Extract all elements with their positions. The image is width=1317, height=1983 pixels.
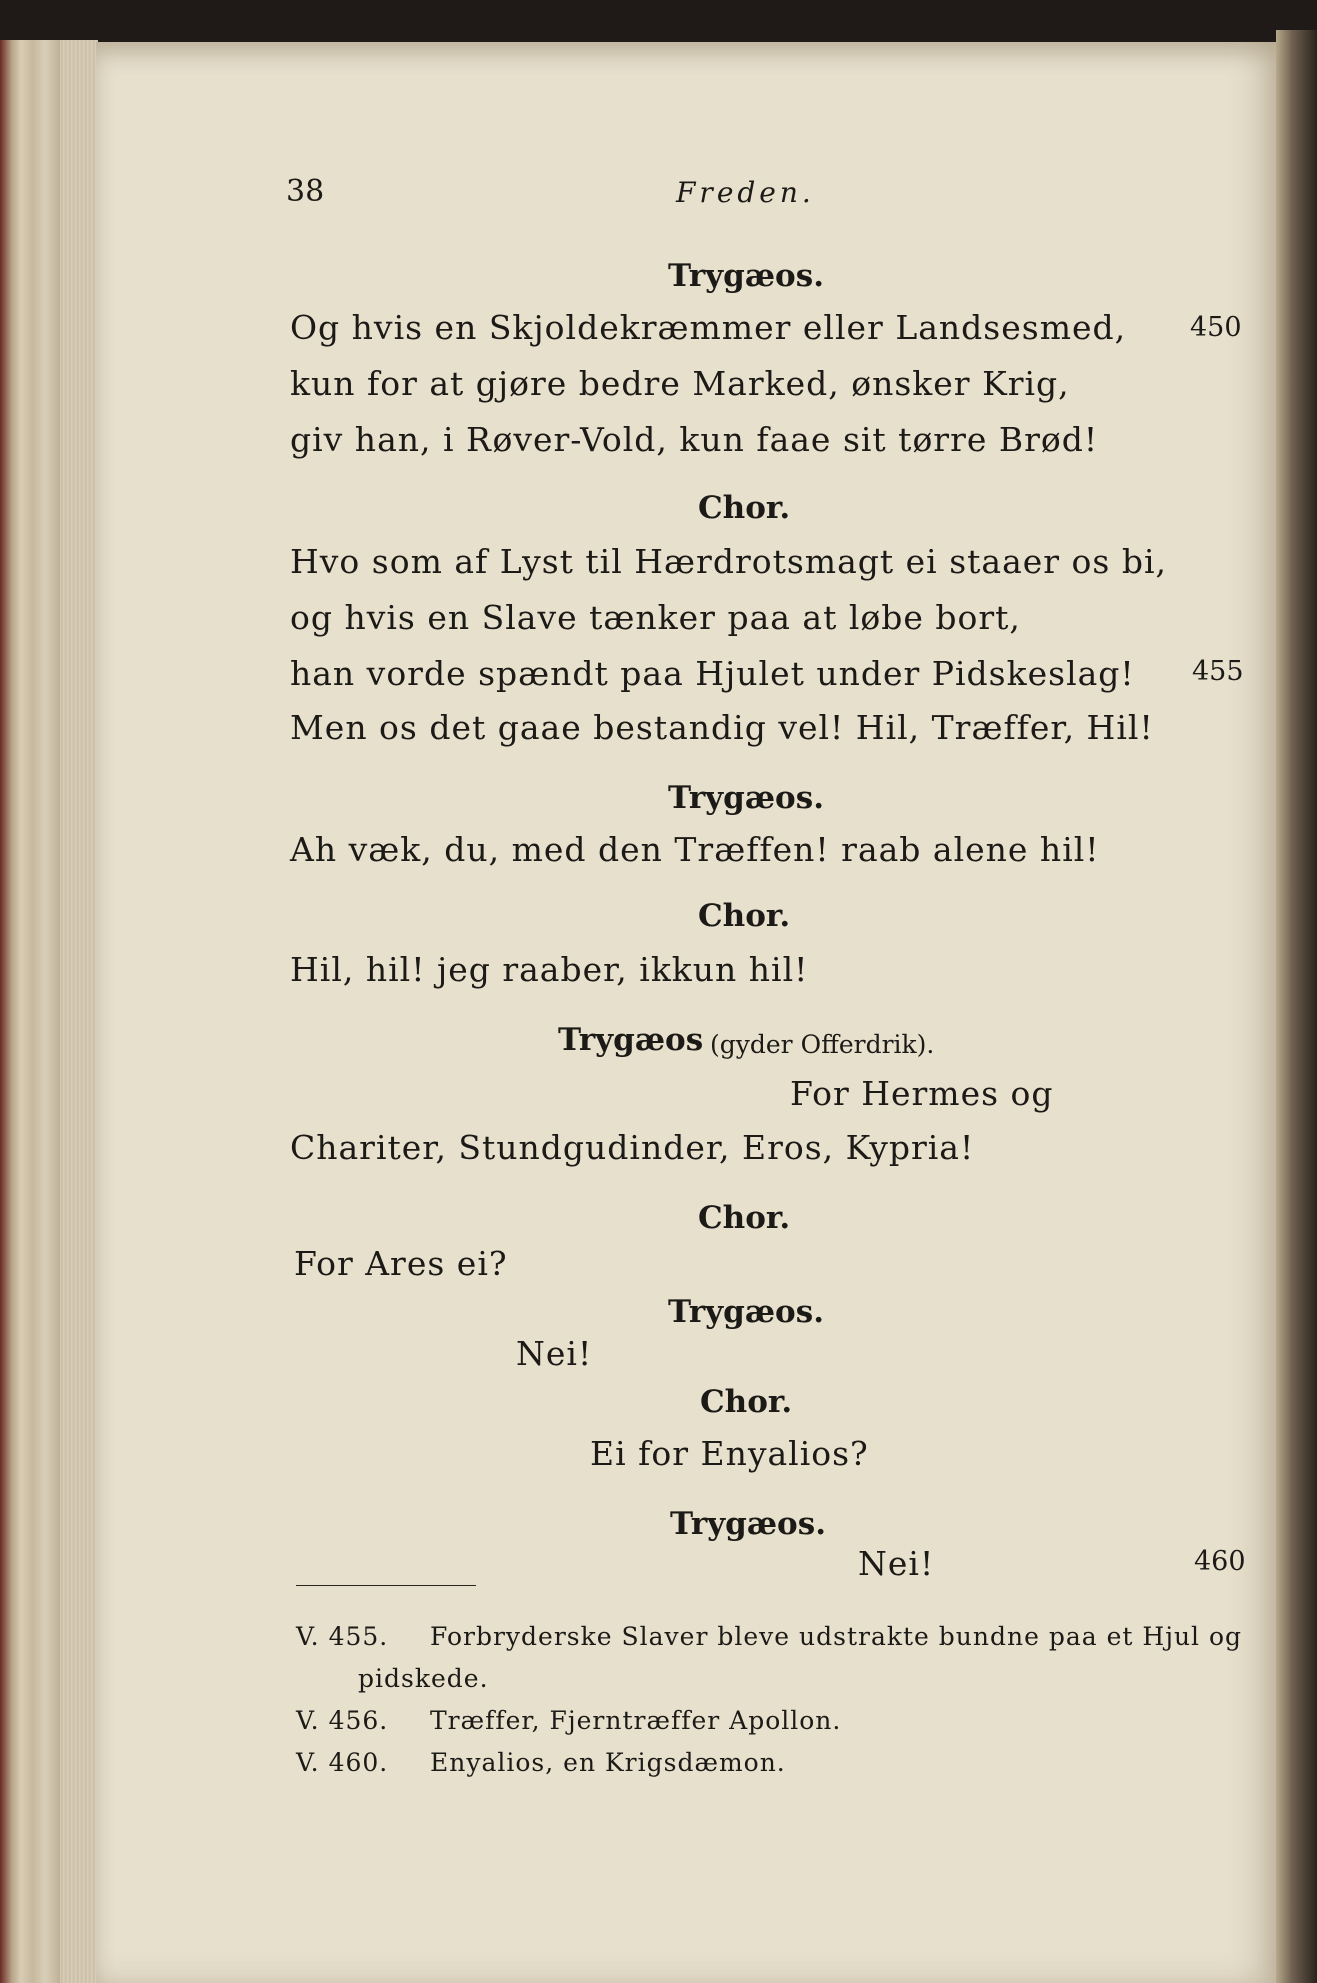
speaker-label: Trygæos.	[668, 258, 824, 294]
footnote-text: Enyalios, en Krigsdæmon.	[430, 1748, 786, 1777]
verse-line: Nei!	[516, 1334, 593, 1373]
footnote-text: pidskede.	[358, 1664, 489, 1693]
verse-line: Men os det gaae bestandig vel! Hil, Træffer, Hil!	[290, 708, 1154, 747]
line-number: 455	[1192, 656, 1244, 687]
right-page-edge	[1276, 30, 1317, 1983]
page-stack-edge	[60, 40, 98, 1983]
verse-line: Chariter, Stundgudinder, Eros, Kypria!	[290, 1128, 975, 1167]
line-number: 450	[1190, 312, 1242, 343]
verse-line: og hvis en Slave tænker paa at løbe bort,	[290, 598, 1021, 637]
speaker-label: Trygæos.	[668, 780, 824, 816]
verse-line: Ah væk, du, med den Træffen! raab alene hil!	[290, 830, 1100, 869]
speaker-label: Trygæos.	[668, 1294, 824, 1330]
page-number: 38	[286, 174, 325, 209]
verse-line: han vorde spændt paa Hjulet under Pidskeslag!	[290, 654, 1135, 693]
stage-direction: (gyder Offerdrik).	[710, 1030, 935, 1059]
verse-line: Ei for Enyalios?	[590, 1434, 869, 1473]
speaker-label: Trygæos	[558, 1022, 704, 1058]
speaker-label: Trygæos.	[670, 1506, 826, 1542]
footnote-ref: V. 456.	[296, 1706, 389, 1735]
speaker-label: Chor.	[700, 1384, 793, 1420]
book-spine	[0, 40, 60, 1983]
verse-line: For Hermes og	[790, 1074, 1054, 1113]
running-title: Freden.	[676, 176, 815, 209]
verse-line: Nei!	[858, 1544, 935, 1583]
footnote-text: Forbryderske Slaver bleve udstrakte bundne paa et Hjul og	[430, 1622, 1243, 1651]
footnote-ref: V. 460.	[296, 1748, 389, 1777]
verse-line: Hvo som af Lyst til Hærdrotsmagt ei staaer os bi,	[290, 542, 1168, 581]
footnote-ref: V. 455.	[296, 1622, 389, 1651]
line-number: 460	[1194, 1546, 1246, 1577]
speaker-label: Chor.	[698, 898, 791, 934]
footnote-text: Træffer, Fjerntræffer Apollon.	[430, 1706, 842, 1735]
speaker-label: Chor.	[698, 490, 791, 526]
speaker-label: Chor.	[698, 1200, 791, 1236]
footnote-rule	[296, 1585, 476, 1586]
verse-line: giv han, i Røver-Vold, kun faae sit tørre Brød!	[290, 420, 1099, 459]
verse-line: kun for at gjøre bedre Marked, ønsker Krig,	[290, 364, 1070, 403]
verse-line: For Ares ei?	[294, 1244, 508, 1283]
verse-line: Hil, hil! jeg raaber, ikkun hil!	[290, 950, 809, 989]
verse-line: Og hvis en Skjoldekræmmer eller Landsesmed,	[290, 308, 1127, 347]
